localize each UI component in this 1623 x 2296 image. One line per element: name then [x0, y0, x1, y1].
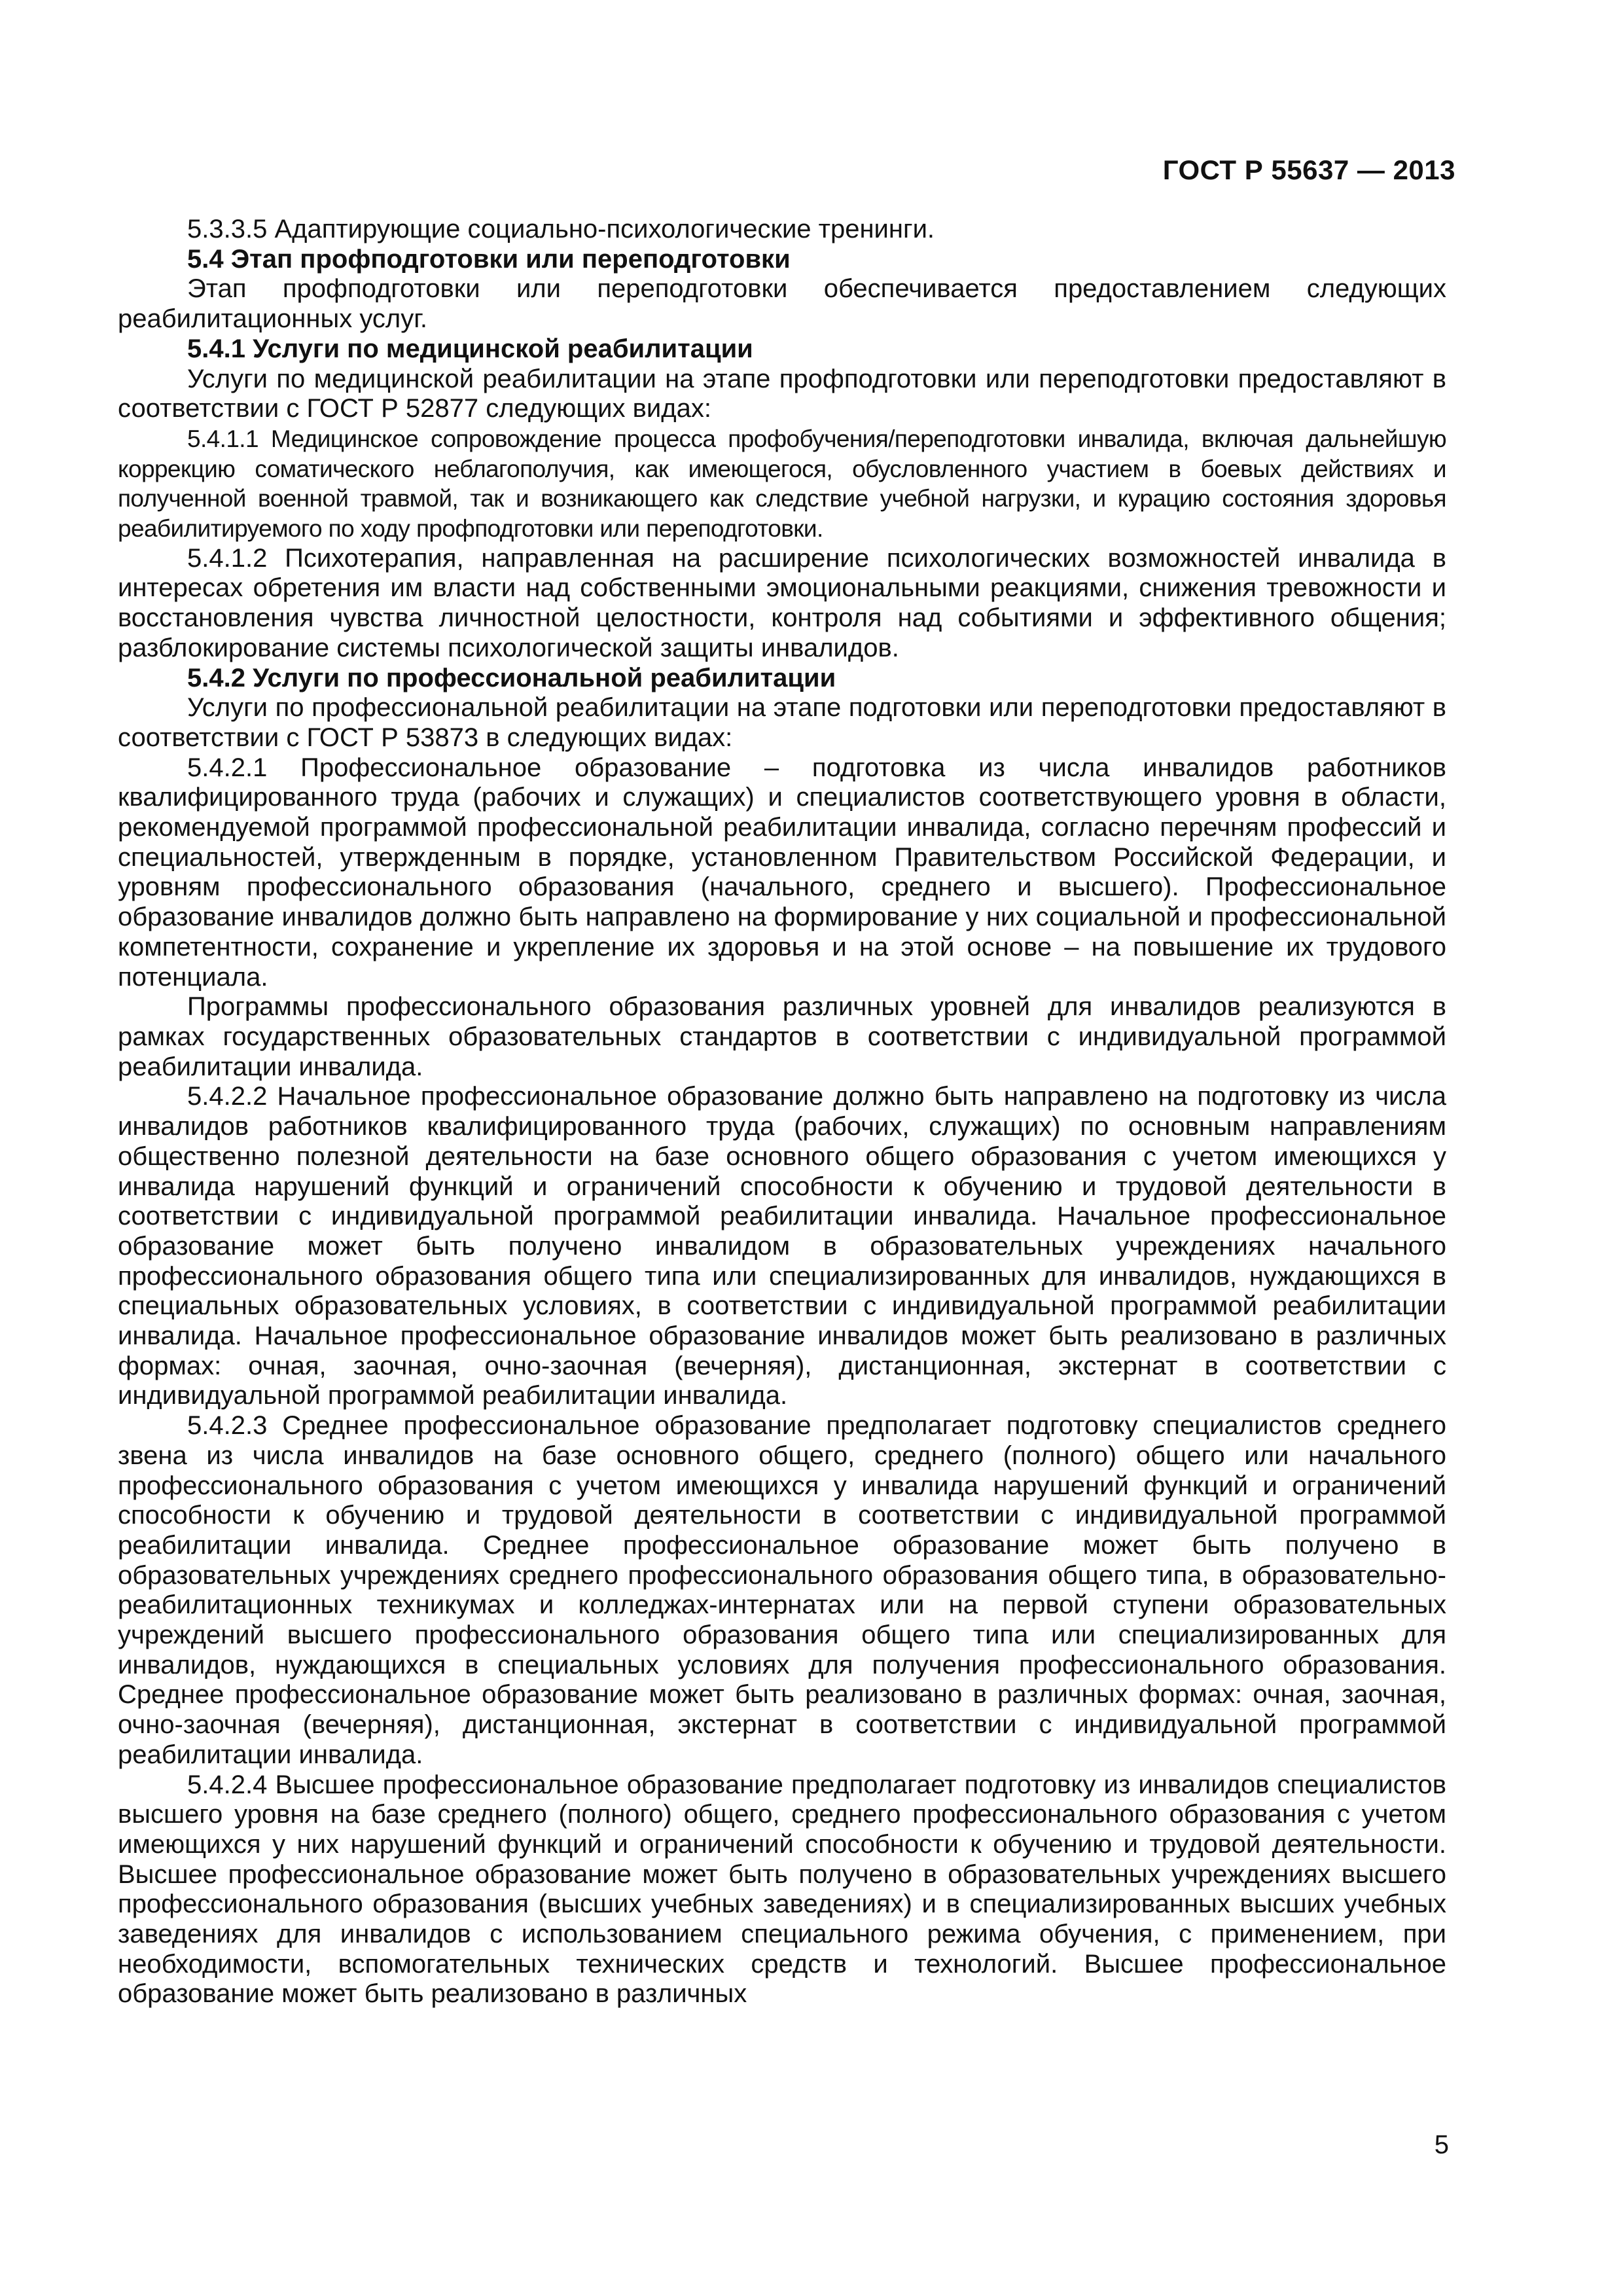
- heading-5-4-2: 5.4.2 Услуги по профессиональной реабилитации: [187, 663, 836, 692]
- paragraph-5-4-2-intro: Услуги по профессиональной реабилитации на этапе подготовки или переподготовки предоставляют в соответствии с ГОСТ Р 53873 в следующих видах:: [118, 693, 1446, 752]
- paragraph-5-4-1-2: 5.4.1.2 Психотерапия, направленная на расширение психологических возможностей инвалида в интересах обретения им власти над собственными эмоциональными реакциями, снижения тревожности и восстановления чувства личностной целостности, контроля над событиями и эффективного общения; разблокирование системы психологической защиты инвалидов.: [118, 543, 1446, 662]
- paragraph-programs: Программы профессионального образования различных уровней для инвалидов реализуются в рамках государственных образовательных стандартов в соответствии с индивидуальной программой реабилитации инвалида.: [118, 992, 1446, 1081]
- heading-5-4: 5.4 Этап профподготовки или переподготовки: [187, 244, 791, 274]
- paragraph-5-4-2-3: 5.4.2.3 Среднее профессиональное образование предполагает подготовку специалистов среднего звена из числа инвалидов на базе основного общего, среднего (полного) общего или начального профессионального образования с учетом имеющихся у инвалида нарушений функций и ограничений способности к обучению и трудовой деятельности в соответствии с индивидуальной программой реабилитации инвалида. Среднее профессиональное образование может быть получено в образовательных учреждениях среднего профессионального образования общего типа, в образовательно-реабилитационных техникумах и колледжах-интернатах или на первой ступени образовательных учреждений высшего профессионального образования общего типа или специализированных для инвалидов, нуждающихся в специальных условиях для получения профессионального образования. Среднее профессиональное образование может быть реализовано в различных формах: очная, заочная, очно-заочная (вечерняя), дистанционная, экстернат в соответствии с индивидуальной программой реабилитации инвалида.: [118, 1411, 1446, 1769]
- paragraph-5-3-3-5: 5.3.3.5 Адаптирующие социально-психологические тренинги.: [187, 215, 935, 243]
- document-body: [118, 215, 1446, 2009]
- paragraph-5-4-1-intro: Услуги по медицинской реабилитации на этапе профподготовки или переподготовки предоставляют в соответствии с ГОСТ Р 52877 следующих видах:: [118, 364, 1446, 423]
- paragraph-5-4-2-4: 5.4.2.4 Высшее профессиональное образование предполагает подготовку из инвалидов специалистов высшего уровня на базе среднего (полного) общего, среднего профессионального образования с учетом имеющихся у них нарушений функций и ограничений способности к обучению и трудовой деятельности. Высшее профессиональное образование может быть получено в образовательных учреждениях высшего профессионального образования (высших учебных заведениях) и в специализированных высших учебных заведениях для инвалидов с использованием специального режима обучения, с применением, при необходимости, вспомогательных технических средств и технологий. Высшее профессиональное образование может быть реализовано в различных: [118, 1770, 1446, 2009]
- paragraph-5-4-2-1: 5.4.2.1 Профессиональное образование – подготовка из числа инвалидов работников квалифицированного труда (рабочих и служащих) и специалистов соответствующего уровня в области, рекомендуемой программой профессиональной реабилитации инвалида, согласно перечням профессий и специальностей, утвержденным в порядке, установленном Правительством Российской Федерации, и уровням профессионального образования (начального, среднего и высшего). Профессиональное образование инвалидов должно быть направлено на формирование у них социальной и профессиональной компетентности, сохранение и укрепление их здоровья и на этой основе – на повышение их трудового потенциала.: [118, 753, 1446, 992]
- paragraph-5-4-1-1: 5.4.1.1 Медицинское сопровождение процесса профобучения/переподготовки инвалида, включая дальнейшую коррекцию соматического неблагополучия, как имеющегося, обусловленного участием в боевых действиях и полученной военной травмой, так и возникающего как следствие учебной нагрузки, и курацию состояния здоровья реабилитируемого по ходу профподготовки или переподготовки.: [118, 425, 1446, 543]
- paragraph-5-4-2-2: 5.4.2.2 Начальное профессиональное образование должно быть направлено на подготовку из числа инвалидов работников квалифицированного труда (рабочих, служащих) по основным направлениям общественно полезной деятельности на базе основного общего образования с учетом имеющихся у инвалида нарушений функций и ограничений способности к обучению и трудовой деятельности в соответствии с индивидуальной программой реабилитации инвалида. Начальное профессиональное образование может быть получено инвалидом в образовательных учреждениях начального профессионального образования общего типа или специализированных для инвалидов, нуждающихся в специальных образовательных условиях, в соответствии с индивидуальной программой реабилитации инвалида. Начальное профессиональное образование инвалидов может быть реализовано в различных формах: очная, заочная, очно-заочная (вечерняя), дистанционная, экстернат в соответствии с индивидуальной программой реабилитации инвалида.: [118, 1082, 1446, 1410]
- page-number: 5: [1434, 2130, 1449, 2159]
- standard-header: ГОСТ Р 55637 — 2013: [1162, 154, 1455, 185]
- heading-5-4-1: 5.4.1 Услуги по медицинской реабилитации: [187, 334, 753, 363]
- paragraph-5-4-intro: Этап профподготовки или переподготовки обеспечивается предоставлением следующих реабилитационных услуг.: [118, 274, 1446, 334]
